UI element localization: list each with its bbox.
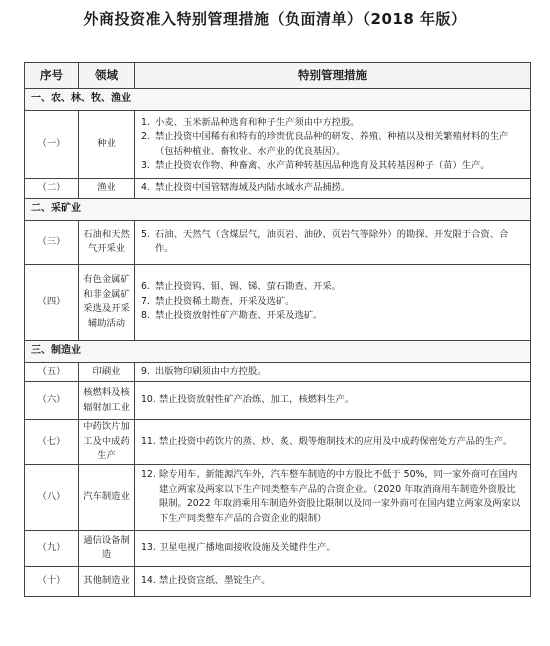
row-measures xyxy=(135,530,531,566)
section-heading: 二、采矿业 xyxy=(25,198,531,220)
measure-item xyxy=(141,309,524,324)
measure-text: 卫星电视广播地面接收设施及关键件生产。 xyxy=(159,541,336,553)
measure-item xyxy=(141,181,524,196)
measure-item xyxy=(141,116,524,131)
table-row xyxy=(25,220,531,264)
table-header-row xyxy=(25,63,531,89)
measure-item xyxy=(141,280,524,295)
row-measures xyxy=(135,420,531,465)
row-number: （七） xyxy=(25,420,79,465)
measure-item xyxy=(141,541,524,556)
row-field: 核燃料及核辐射加工业 xyxy=(79,382,135,420)
row-field: 渔业 xyxy=(79,179,135,199)
measure-text: 禁止投资农作物、种畜禽、水产苗种转基因品种选育及其转基因种子（苗）生产。 xyxy=(155,160,490,171)
row-number: （三） xyxy=(25,220,79,264)
measure-item xyxy=(141,159,524,174)
header-no: 序号 xyxy=(25,63,79,89)
measure-text: 除专用车、新能源汽车外，汽车整车制造的中方股比不低于 50%，同一家外商可在国内建立两家及两家以下生产同类整车产品的合资企业。（2020 年取消商用车制造外资股比限制。2022 年取消乘用车制造外资股比限制以及同一家外商可在国内建立两家及两家以下生产同类整车产品的合资企业的限制） xyxy=(159,469,521,524)
document-title: 外商投资准入特别管理措施（负面清单）（2018 年版） xyxy=(83,10,467,28)
negative-list-table xyxy=(24,62,531,597)
measure-number: 8. xyxy=(141,310,150,322)
measure-number: 9. xyxy=(141,365,150,377)
measure-number: 13. xyxy=(141,541,156,553)
measure-text: 小麦、玉米新品种选育和种子生产须由中方控股。 xyxy=(155,116,360,128)
row-measures xyxy=(135,566,531,596)
row-measures xyxy=(135,264,531,340)
row-field: 印刷业 xyxy=(79,362,135,382)
measure-text: 禁止投资放射性矿产勘查、开采及选矿。 xyxy=(155,310,323,322)
row-measures xyxy=(135,362,531,382)
table-row xyxy=(25,264,531,340)
measure-number: 2. xyxy=(141,131,150,142)
table-row xyxy=(25,464,531,530)
measure-item xyxy=(141,393,524,408)
section-heading: 一、农、林、牧、渔业 xyxy=(25,89,531,111)
row-field: 通信设备制造 xyxy=(79,530,135,566)
table-row xyxy=(25,566,531,596)
measure-item xyxy=(141,228,524,257)
row-number: （八） xyxy=(25,464,79,530)
row-number: （四） xyxy=(25,264,79,340)
table-row xyxy=(25,362,531,382)
measure-number: 6. xyxy=(141,281,150,293)
measure-number: 7. xyxy=(141,295,150,307)
measure-number: 3. xyxy=(141,160,150,171)
measure-item xyxy=(141,435,524,450)
row-field: 种业 xyxy=(79,111,135,179)
row-number: （六） xyxy=(25,382,79,420)
row-number: （二） xyxy=(25,179,79,199)
row-number: （一） xyxy=(25,111,79,179)
measure-text: 出版物印刷须由中方控股。 xyxy=(155,365,267,377)
section-row xyxy=(25,89,531,111)
row-field: 中药饮片加工及中成药生产 xyxy=(79,420,135,465)
row-number: （九） xyxy=(25,530,79,566)
measure-text: 禁止投资宣纸、墨锭生产。 xyxy=(159,574,271,586)
measure-item xyxy=(141,365,524,380)
row-measures xyxy=(135,382,531,420)
measure-item xyxy=(141,130,524,159)
row-field: 石油和天然气开采业 xyxy=(79,220,135,264)
measure-number: 10. xyxy=(141,394,156,406)
measure-number: 11. xyxy=(141,435,156,447)
row-measures xyxy=(135,179,531,199)
measure-item xyxy=(141,468,524,526)
measure-item xyxy=(141,574,524,589)
row-field: 有色金属矿和非金属矿采选及开采辅助活动 xyxy=(79,264,135,340)
measure-number: 4. xyxy=(141,182,150,193)
table-row xyxy=(25,179,531,199)
header-measures: 特别管理措施 xyxy=(135,63,531,89)
section-row xyxy=(25,340,531,362)
row-field: 汽车制造业 xyxy=(79,464,135,530)
section-row xyxy=(25,198,531,220)
table-row xyxy=(25,382,531,420)
measure-text: 禁止投资钨、钼、锡、锑、萤石勘查、开采。 xyxy=(155,281,341,293)
measure-number: 1. xyxy=(141,116,150,128)
measure-text: 禁止投资稀土勘查、开采及选矿。 xyxy=(155,295,295,307)
measure-text: 禁止投资中国稀有和特有的珍贵优良品种的研发、养殖、种植以及相关繁殖材料的生产（包括种植业、畜牧业、水产业的优良基因）。 xyxy=(155,131,509,157)
section-heading: 三、制造业 xyxy=(25,340,531,362)
row-measures xyxy=(135,220,531,264)
row-measures xyxy=(135,464,531,530)
measure-text: 禁止投资中国管辖海域及内陆水域水产品捕捞。 xyxy=(155,182,351,193)
measure-number: 12. xyxy=(141,469,156,480)
measure-text: 禁止投资中药饮片的蒸、炒、炙、煅等炮制技术的应用及中成药保密处方产品的生产。 xyxy=(159,435,513,447)
measure-number: 14. xyxy=(141,574,156,586)
measure-number: 5. xyxy=(141,228,150,240)
header-field: 领域 xyxy=(79,63,135,89)
row-number: （五） xyxy=(25,362,79,382)
row-measures xyxy=(135,111,531,179)
table-row xyxy=(25,420,531,465)
measure-item xyxy=(141,295,524,310)
table-row xyxy=(25,111,531,179)
table-row xyxy=(25,530,531,566)
measure-text: 禁止投资放射性矿产冶炼、加工，核燃料生产。 xyxy=(159,394,355,406)
measure-text: 石油、天然气（含煤层气，油页岩、油砂、页岩气等除外）的勘探、开发限于合资、合作。 xyxy=(155,228,509,254)
row-number: （十） xyxy=(25,566,79,596)
row-field: 其他制造业 xyxy=(79,566,135,596)
